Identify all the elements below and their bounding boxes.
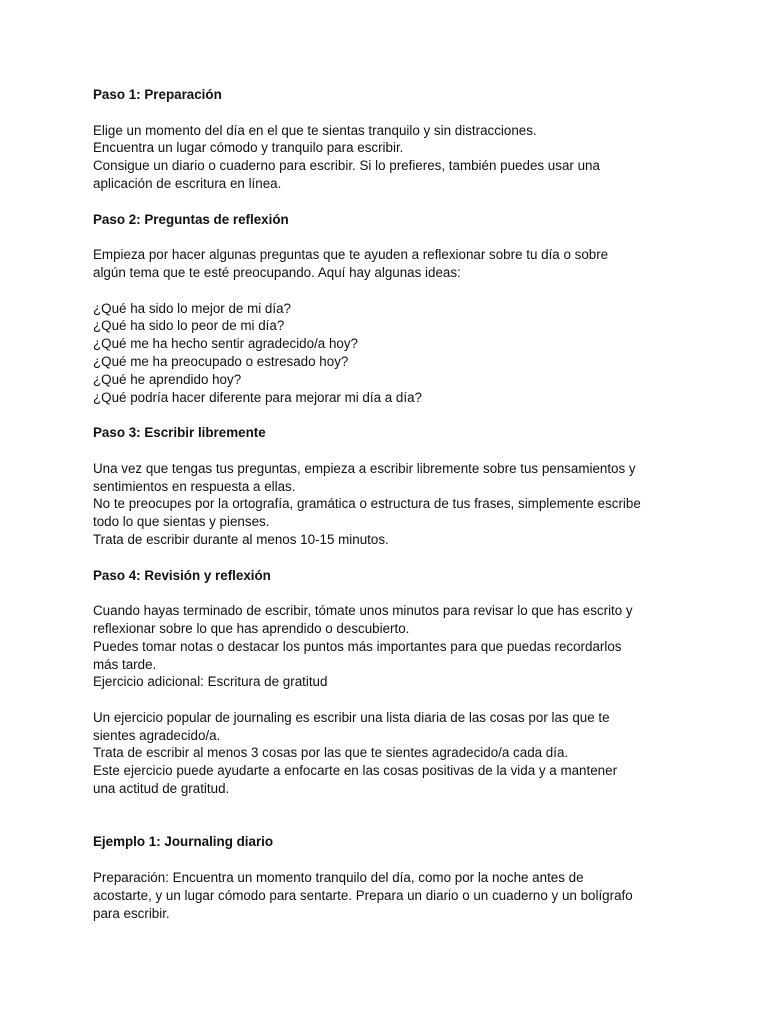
question-item: ¿Qué he aprendido hoy? [93,371,242,387]
text-line: sientes agradecido/a. [93,727,221,743]
text-line: No te preocupes por la ortografía, gramática o estructura de tus frases, simplemente escribe [93,496,641,512]
section-heading-ejemplo-1: Ejemplo 1: Journaling diario [93,834,274,850]
section-heading-paso-2: Paso 2: Preguntas de reflexión [93,211,289,227]
text-line: sentimientos en respuesta a ellas. [93,478,296,494]
text-line: para escribir. [93,905,170,921]
text-line: Consigue un diario o cuaderno para escribir. Si lo prefieres, también puedes usar una [93,158,600,174]
text-line: Empieza por hacer algunas preguntas que te ayuden a reflexionar sobre tu día o sobre [93,247,609,263]
text-line: Un ejercicio popular de journaling es escribir una lista diaria de las cosas por las que te [93,709,610,725]
section-heading-paso-3: Paso 3: Escribir libremente [93,425,266,441]
paragraph [93,709,693,798]
paragraph [93,869,693,922]
text-line: Encuentra un lugar cómodo y tranquilo para escribir. [93,140,404,156]
text-line: Ejercicio adicional: Escritura de gratitud [93,674,328,690]
text-line: una actitud de gratitud. [93,781,230,797]
question-list [93,300,693,407]
question-item: ¿Qué me ha hecho sentir agradecido/a hoy? [93,336,359,352]
text-line: Trata de escribir durante al menos 10-15 minutos. [93,531,389,547]
text-line: reflexionar sobre lo que has aprendido o descubierto. [93,620,410,636]
text-line: algún tema que te esté preocupando. Aquí hay algunas ideas: [93,264,461,280]
document-page [93,86,693,922]
text-line: Puedes tomar notas o destacar los puntos más importantes para que puedas recordarlos [93,638,622,654]
section-heading-paso-4: Paso 4: Revisión y reflexión [93,567,271,583]
paragraph [93,246,693,282]
question-item: ¿Qué ha sido lo mejor de mi día? [93,300,291,316]
text-line: Preparación: Encuentra un momento tranquilo del día, como por la noche antes de [93,870,584,886]
text-line: Este ejercicio puede ayudarte a enfocarte en las cosas positivas de la vida y a mantener [93,763,618,779]
text-line: acostarte, y un lugar cómodo para sentarte. Prepara un diario o un cuaderno y un bolígrafo [93,887,633,903]
paragraph [93,122,693,193]
question-item: ¿Qué podría hacer diferente para mejorar mi día a día? [93,389,422,405]
text-line: más tarde. [93,656,157,672]
text-line: todo lo que sientas y pienses. [93,514,270,530]
text-line: Elige un momento del día en el que te sientas tranquilo y sin distracciones. [93,122,537,138]
question-item: ¿Qué me ha preocupado o estresado hoy? [93,353,349,369]
text-line: Trata de escribir al menos 3 cosas por las que te sientes agradecido/a cada día. [93,745,569,761]
text-line: Cuando hayas terminado de escribir, tómate unos minutos para revisar lo que has escrito y [93,603,633,619]
question-item: ¿Qué ha sido lo peor de mi día? [93,318,285,334]
text-line: Una vez que tengas tus preguntas, empieza a escribir libremente sobre tus pensamientos y [93,460,636,476]
text-line: aplicación de escritura en línea. [93,175,282,191]
section-heading-paso-1: Paso 1: Preparación [93,87,222,102]
paragraph [93,460,693,549]
paragraph [93,602,693,691]
